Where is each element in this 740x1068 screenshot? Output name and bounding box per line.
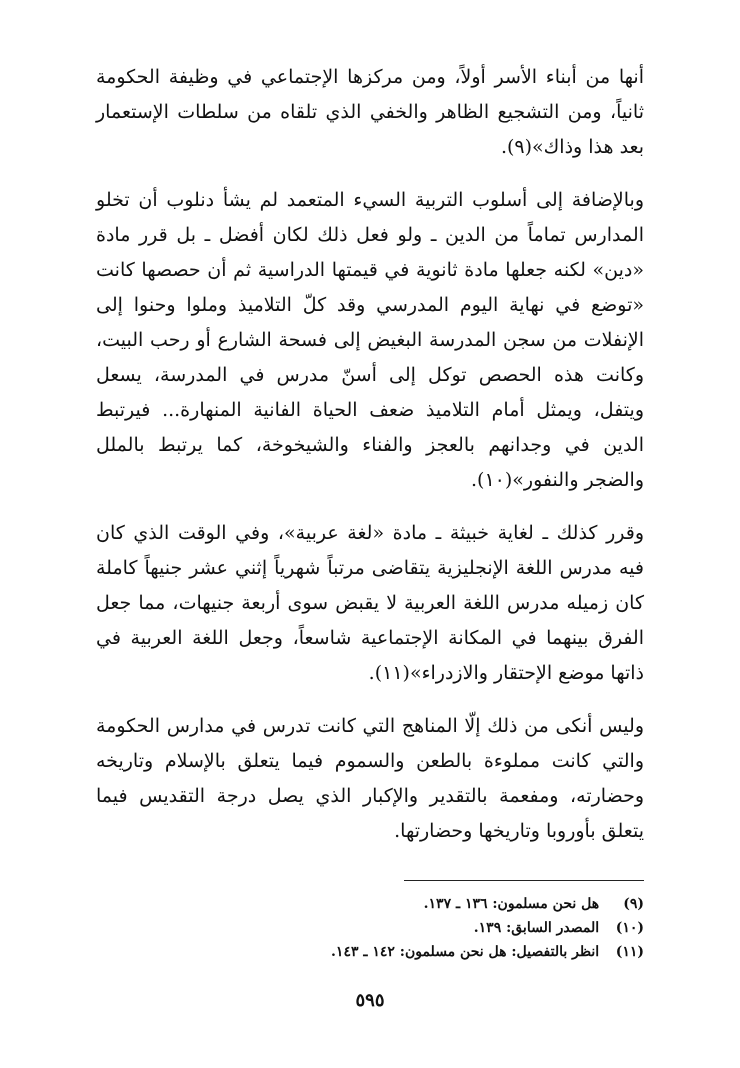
page-number: ٥٩٥ bbox=[355, 990, 385, 1011]
footnote-number: (١٠) bbox=[615, 920, 644, 936]
book-page bbox=[96, 60, 644, 1020]
footnote-text: انظر بالتفصيل: هل نحن مسلمون: ١٤٢ ـ ١٤٣. bbox=[331, 944, 600, 960]
footnote-11 bbox=[96, 940, 644, 964]
footnotes bbox=[96, 892, 644, 964]
paragraph-3: وقرر كذلك ـ لغاية خبيثة ـ مادة «لغة عربية»، وفي الوقت الذي كان فيه مدرس اللغة الإنجليزية يتقاضى مرتباً شهرياً إثني عشر جنيهاً كاملة كان زميله مدرس اللغة العربية لا يقبض سوى أربعة جنيهات، مما جعل الفرق بينهما في المكانة الإجتماعية شاسعاً، وجعل اللغة العربية في ذاتها موضع الإحتقار والازدراء»(١١). bbox=[96, 522, 644, 684]
footnote-number: (١١) bbox=[615, 944, 644, 960]
footnote-number: (٩) bbox=[623, 896, 644, 912]
footnote-10 bbox=[96, 916, 644, 940]
footnote-9 bbox=[96, 892, 644, 916]
footnote-text: المصدر السابق: ١٣٩. bbox=[473, 920, 600, 936]
paragraph-2: وبالإضافة إلى أسلوب التربية السيء المتعمد لم يشأ دنلوب أن تخلو المدارس تماماً من الدين ـ ولو فعل ذلك لكان أفضل ـ بل قرر مادة «دين» لكنه جعلها مادة ثانوية في قيمتها الدراسية ثم أن حصصها كانت «توضع في نهاية اليوم المدرسي وقد كلّ التلاميذ وملوا وحنوا إلى الإنفلات من سجن المدرسة البغيض إلى فسحة الشارع أو رحب البيت، وكانت هذه الحصص توكل إلى أسنّ مدرس في المدرسة، يسعل ويتفل، ويمثل أمام التلاميذ ضعف الحياة الفانية المنهارة... فيرتبط الدين في وجدانهم بالعجز والفناء والشيخوخة، كما يرتبط بالملل والضجر والنفور»(١٠). bbox=[96, 189, 644, 491]
footnote-divider bbox=[404, 880, 644, 881]
paragraph-4: وليس أنكى من ذلك إلّا المناهج التي كانت تدرس في مدارس الحكومة والتي كانت مملوءة بالطعن والسموم فيما يتعلق بالإسلام وتاريخه وحضارته، ومفعمة بالتقدير والإكبار الذي يصل درجة التقديس فيما يتعلق بأوروبا وتاريخها وحضارتها. bbox=[96, 715, 644, 842]
paragraph-1: أنها من أبناء الأسر أولاً، ومن مركزها الإجتماعي في وظيفة الحكومة ثانياً، ومن التشجيع الظاهر والخفي الذي تلقاه من سلطات الإستعمار بعد هذا وذاك»(٩). bbox=[96, 66, 644, 158]
footnote-text: هل نحن مسلمون: ١٣٦ ـ ١٣٧. bbox=[423, 896, 600, 912]
body-text bbox=[96, 60, 644, 849]
